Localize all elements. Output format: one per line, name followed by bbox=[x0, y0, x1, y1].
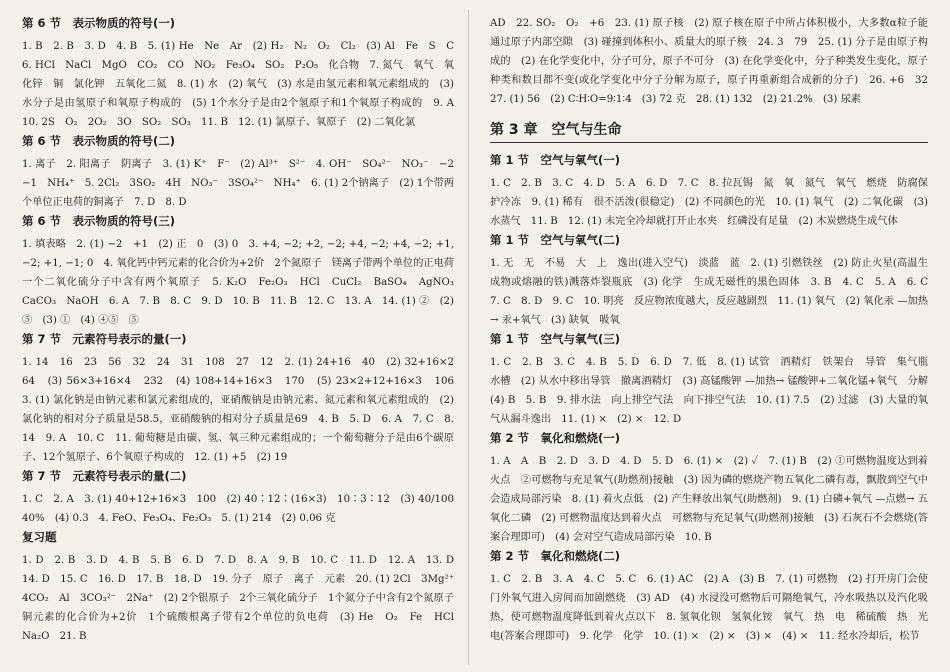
section-block bbox=[490, 429, 928, 547]
section-heading: 第 1 节 空气与氧气(三) bbox=[490, 332, 621, 346]
left-column bbox=[22, 14, 465, 646]
page-gutter-divider bbox=[468, 10, 469, 665]
section-block bbox=[22, 330, 465, 467]
section-heading: 第 6 节 表示物质的符号(二) bbox=[22, 134, 176, 148]
section-heading: 第 1 节 空气与氧气(一) bbox=[490, 153, 621, 167]
continued-answers: AD 22. SO₂ O₂ +6 23. (1) 原子核 (2) 原子核在原子中所占体积极小，大多数α粒子能通过原子内部空隙 (3) 碰撞到体积小、质量大的原子核 24. 3 79 25. (1) 分子是由原子构成的 (2) 在化学变化中，分子可分，原子不可分 (3) 在化学变化中，分子种类发生变化，原子种类和数目都不变(或化学变化中分子分解为原子，原子再重新组合成新的分子) 26. +6 32 27. (1) 56 (2) C∶H∶O=9∶1∶4 (3) 72 克 28. (1) 132 (2) 21.2% (3) 尿素 bbox=[490, 18, 939, 105]
section-block bbox=[22, 467, 465, 528]
section-answers: 1. 离子 2. 阳离子 阴离子 3. (1) K⁺ F⁻ (2) Al³⁺ S²⁻ 4. OH⁻ SO₄²⁻ NO₃⁻ −2 −1 NH₄⁺ 5. 2Cl₂ 3SO₂ 4H NO₃⁻ 3SO₄²⁻ NH₄⁺ 6. (1) 2个钠离子 (2) 1个带两个单位正电荷的铜离子 7. D 8. D bbox=[22, 159, 465, 208]
section-block bbox=[490, 151, 928, 231]
section-heading: 第 1 节 空气与氧气(二) bbox=[490, 233, 621, 247]
section-answers: 1. 填表略 2. (1) −2 +1 (2) 正 0 (3) 0 3. +4, −2; +2, −2; +4, −2; +4, −2; +1, −2; +1, −1; 0 4. 氧化钙中钙元素的化合价为+2价 2个氮原子 镁离子带两个单位的正电荷 一个二氧化硫分子中含有两个氧原子 5. K₂O Fe₂O₃ HCl CuCl₂ BaSO₄ AgNO₃ CaCO₃ NaOH 6. A 7. B 8. C 9. D 10. B 11. B 12. C 13. A 14. (1) ② (2) ⑤ (3) ① (4) ④⑤ ⑤ bbox=[22, 239, 465, 326]
section-block bbox=[490, 231, 939, 330]
section-block bbox=[22, 14, 465, 132]
right-column bbox=[490, 14, 939, 646]
chapter-title: 第 3 章 空气与生命 bbox=[490, 121, 928, 143]
section-heading: 第 2 节 氧化和燃烧(一) bbox=[490, 431, 621, 445]
section-heading: 第 7 节 元素符号表示的量(一) bbox=[22, 332, 187, 346]
section-answers: 1. C 2. B 3. C 4. D 5. A 6. D 7. C 8. 拉瓦锡 氮 氧 氮气 氧气 燃烧 防腐保护冷冻 9. (1) 稀有 很不活泼(很稳定) (2) 不同颜色的光 10. (1) 氧气 (2) 二氧化碳 (3) 水蒸气 11. B 12. (1) 未完全冷却就打开止水夹 红磷没有足量 (2) 木炭燃烧生成气体 bbox=[490, 178, 928, 227]
section-block bbox=[490, 330, 939, 429]
section-answers: 1. 无 无 不易 大 上 逸出(进入空气) 淡蓝 蓝 2. (1) 引燃铁丝 (2) 防止火星(高温生成物或熔融的铁)溅落炸裂瓶底 (3) 化学 生成无磁性的黑色固体 3. B 4. C 5. A 6. C 7. C 8. D 9. C 10. 明亮 反应物浓度越大，反应越剧烈 11. (1) 氧气 (2) 氧化汞 —加热→ 汞+氧气 (3) 缺氧 吸氧 bbox=[490, 258, 939, 326]
section-block bbox=[22, 528, 465, 646]
section-block bbox=[22, 212, 465, 330]
section-block bbox=[22, 132, 465, 212]
section-heading: 第 2 节 氧化和燃烧(二) bbox=[490, 549, 621, 563]
section-answers: 1. D 2. B 3. D 4. B 5. B 6. D 7. D 8. A 9. B 10. C 11. D 12. A 13. D 14. D 15. C 16. D 17. B 18. D 19. 分子 原子 离子 元素 20. (1) 2Cl 3Mg²⁺ 4CO₂ Al 3CO₃²⁻ 2Na⁺ (2) 2个银原子 2个三氧化硫分子 1个氮分子中含有2个氮原子 铜元素的化合价为+2价 1个硫酸根离子带有2个单位的负电荷 (3) He O₂ Fe HCl Na₂O 21. B bbox=[22, 555, 465, 642]
section-heading: 第 6 节 表示物质的符号(一) bbox=[22, 16, 176, 30]
section-answers: 1. C 2. A 3. (1) 40+12+16×3 100 (2) 40∶12∶(16×3) 10∶3∶12 (3) 40/100 40% (4) 0.3 4. FeO、Fe₃O₄、Fe₂O₃ 5. (1) 214 (2) 0.06 克 bbox=[22, 494, 465, 524]
section-block bbox=[490, 547, 939, 646]
section-heading: 第 7 节 元素符号表示的量(二) bbox=[22, 469, 187, 483]
section-answers: 1. A A B 2. D 3. D 4. D 5. D 6. (1) × (2) ✓ 7. (1) B (2) ①可燃物温度达到着火点 ②可燃物与充足氧气(助燃剂)接触 (3) 因为磷的燃烧产物五氧化二磷有毒，飘散到空气中会造成局部污染 8. (1) 着火点低 (2) 产生释放出氧气(助燃剂) 9. (1) 白磷+氧气 —点燃→ 五氧化二磷 (2) 可燃物温度达到着火点 可燃物与充足氧气(助燃剂)接触 (3) 石灰石不会燃烧(答案合理即可) (4) 会对空气造成局部污染 10. B bbox=[490, 456, 928, 543]
section-heading: 第 6 节 表示物质的符号(三) bbox=[22, 214, 176, 228]
section-answers: 1. B 2. B 3. D 4. B 5. (1) He Ne Ar (2) H₂ N₂ O₂ Cl₂ (3) Al Fe S C 6. HCl NaCl MgO CO₂ CO NO₂ Fe₃O₄ SO₂ P₂O₅ 化合物 7. 氮气 氧气 氧化锌 铜 氯化钾 五氧化二氮 8. (1) 水 (2) 氧气 (3) 水是由氢元素和氧元素组成的 (3) 水分子是由氢原子和氧原子构成的 (5) 1个水分子是由2个氢原子和1个氧原子构成的 9. A 10. 2S O₂ 2O₂ 3O SO₂ SO₃ 11. B 12. (1) 氯原子、氧原子 (2) 二氧化氯 bbox=[22, 41, 465, 128]
section-answers: 1. 14 16 23 56 32 24 31 108 27 12 2. (1) 24+16 40 (2) 32+16×2 64 (3) 56×3+16×4 232 (4) 108+14+16×3 170 (5) 23×2+12+16×3 106 3. (1) 氯化钠是由钠元素和氯元素组成的，亚硝酸钠是由钠元素、氮元素和氧元素组成的 (2) 氯化钠的相对分子质量是58.5，亚硝酸钠的相对分子质量是69 4. B 5. D 6. A 7. C 8. 14 9. A 10. C 11. 葡萄糖是由碳、氢、氧三种元素组成的；一个葡萄糖分子是由6个碳原子、12个氢原子、6个氧原子构成的 12. (1) +5 (2) 19 bbox=[22, 357, 465, 463]
section-answers: 1. C 2. B 3. A 4. C 5. C 6. (1) AC (2) A (3) B 7. (1) 可燃物 (2) 打开房门会使门外氧气进入房间而加剧燃烧 (3) AD (4) 水浸没可燃物后可隔绝氧气，冷水吸热以及汽化吸热，使可燃物温度降低到着火点以下 8. 氢氧化钡 氢氧化铵 氧气 热 电 稀硫酸 热 光 电(答案合理即可) 9. 化学 化学 10. (1) × (2) × (3) × (4) × 11. 经水冷却后，松节 bbox=[490, 574, 939, 642]
section-answers: 1. C 2. B 3. C 4. B 5. D 6. D 7. 低 8. (1) 试管 酒精灯 铁架台 导管 集气瓶 水槽 (2) 从水中移出导管 撤离酒精灯 (3) 高锰酸钾 —加热→ 锰酸钾+二氧化锰+氧气 分解 (4) B 5. B 9. 排水法 向上排空气法 向下排空气法 10. (1) 7.5 (2) 过滤 (3) 大量的氧气从漏斗逸出 11. (1) × (2) × 12. D bbox=[490, 357, 939, 425]
section-heading: 复习题 bbox=[22, 530, 57, 544]
